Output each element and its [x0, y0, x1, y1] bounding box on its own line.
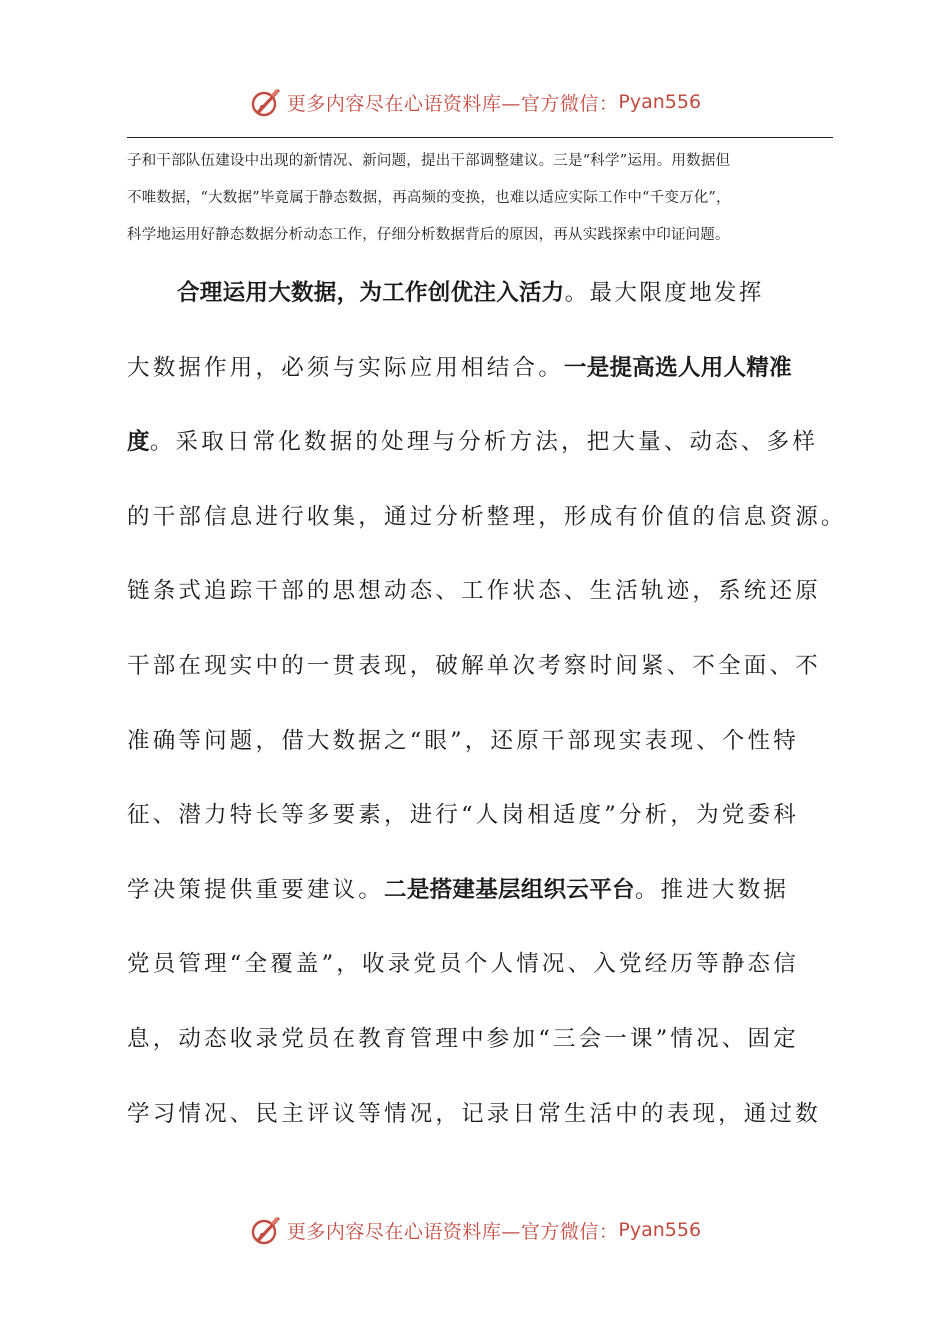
body-line: 学决策提供重要建议。二是搭建基层组织云平台。推进大数据	[127, 876, 790, 903]
header-banner-text: 更多内容尽在心语资料库—官方微信：	[286, 92, 619, 115]
body-line: 链条式追踪干部的思想动态、工作状态、生活轨迹，系统还原	[127, 578, 821, 605]
body-line: 的干部信息进行收集，通过分析整理，形成有价值的信息资源。	[127, 503, 847, 530]
footer-banner-id: Pyan556	[618, 1219, 702, 1241]
body-line: 党员管理“全覆盖”，收录党员个人情况、入党经历等静态信	[127, 951, 799, 978]
body-line: 干部在现实中的一贯表现，破解单次考察时间紧、不全面、不	[127, 652, 821, 679]
body-line: 征、潜力特长等多要素，进行“人岗相适度”分析，为党委科	[127, 802, 799, 829]
header-banner-id: Pyan556	[618, 91, 702, 113]
point-heading-1: 一是提高选人用人精准	[563, 354, 792, 381]
quill-pen-logo-icon	[249, 1213, 283, 1247]
section-heading: 合理运用大数据，为工作创优注入活力	[177, 280, 565, 306]
body-line: 大数据作用，必须与实际应用相结合。一是提高选人用人精准	[127, 354, 792, 381]
footer-banner-text: 更多内容尽在心语资料库—官方微信：	[286, 1220, 619, 1243]
header-divider	[127, 137, 833, 138]
intro-line: 科学地运用好静态数据分析动态工作，仔细分析数据背后的原因，再从实践探索中印证问题。	[127, 227, 730, 243]
intro-paragraph	[127, 143, 837, 254]
quill-pen-logo-icon	[249, 85, 283, 119]
body-line: 息，动态收录党员在教育管理中参加“三会一课”情况、固定	[127, 1025, 799, 1052]
footer-banner	[0, 1210, 950, 1250]
point-heading-1-cont: 度	[127, 429, 150, 456]
main-paragraph	[127, 256, 847, 1151]
header-banner	[0, 82, 950, 122]
body-line: 度。采取日常化数据的处理与分析方法，把大量、动态、多样	[127, 429, 819, 456]
body-line: 合理运用大数据，为工作创优注入活力。最大限度地发挥	[177, 280, 764, 306]
point-heading-2: 二是搭建基层组织云平台	[384, 876, 635, 903]
body-line: 学习情况、民主评议等情况，记录日常生活中的表现，通过数	[127, 1100, 821, 1127]
intro-line: 子和干部队伍建设中出现的新情况、新问题，提出干部调整建议。三是“科学”运用。用数据但	[127, 153, 731, 169]
body-line: 准确等问题，借大数据之“眼”，还原干部现实表现、个性特	[127, 727, 799, 754]
intro-line: 不唯数据，“大数据”毕竟属于静态数据，再高频的变换，也难以适应实际工作中“千变万化”，	[127, 190, 731, 206]
